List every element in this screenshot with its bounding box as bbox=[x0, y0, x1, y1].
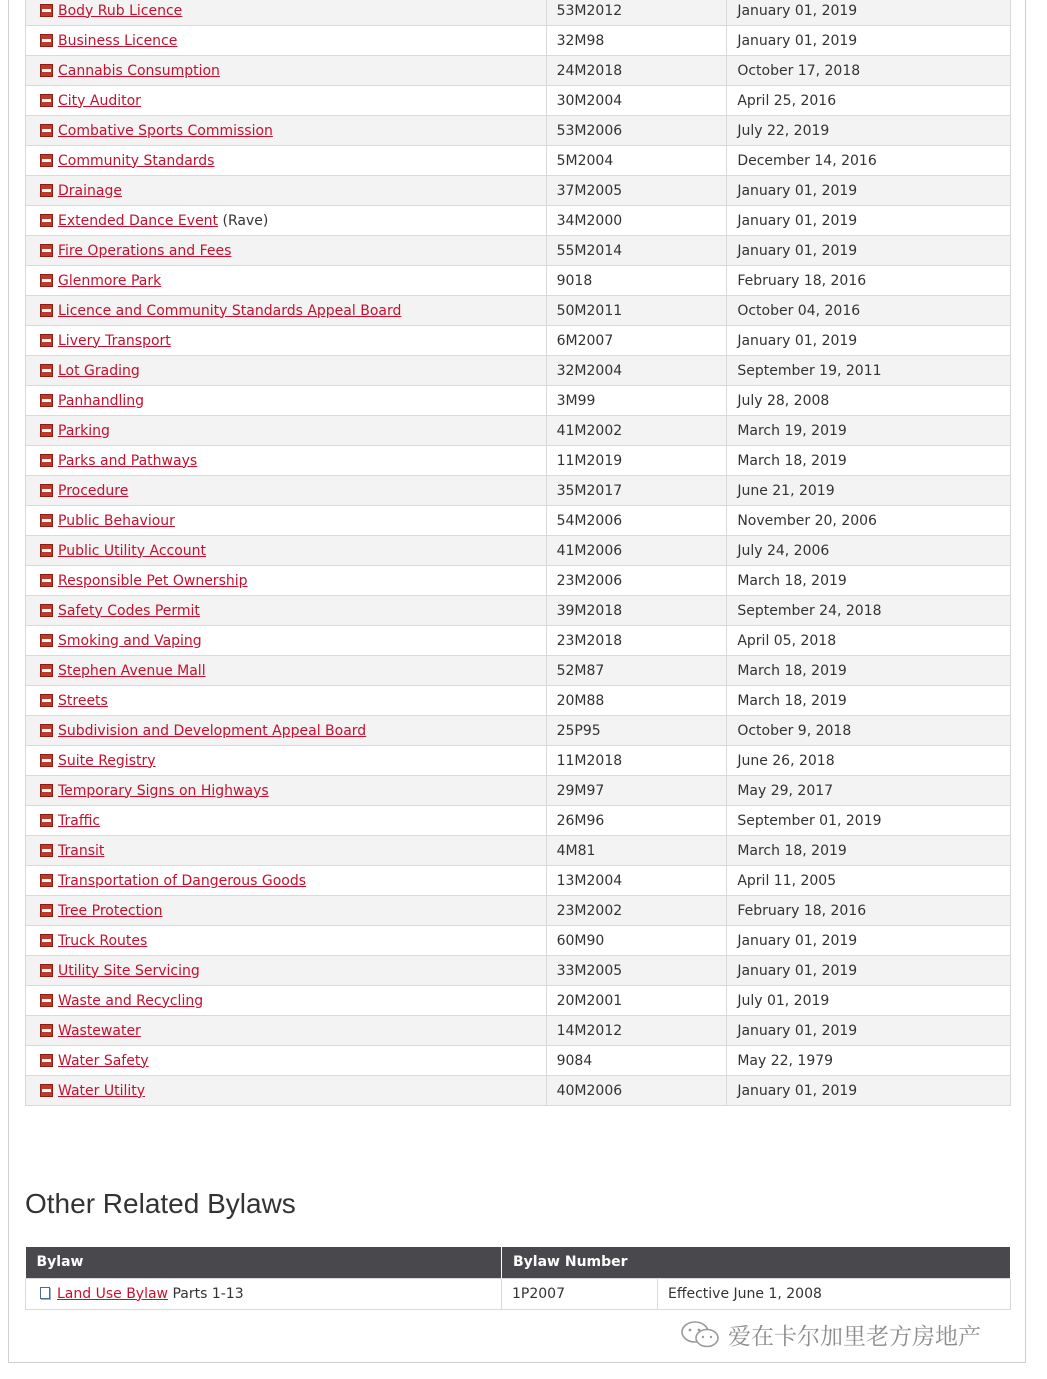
bylaw-number-cell: 53M2012 bbox=[546, 0, 727, 26]
pdf-icon bbox=[40, 124, 53, 137]
bylaw-name-cell bbox=[26, 326, 547, 356]
bylaw-date-cell: September 19, 2011 bbox=[727, 356, 1011, 386]
table-row bbox=[26, 326, 1011, 356]
table-row bbox=[26, 716, 1011, 746]
bylaw-link[interactable]: Subdivision and Development Appeal Board bbox=[58, 722, 367, 739]
pdf-icon bbox=[40, 154, 53, 167]
bylaw-name-cell bbox=[26, 926, 547, 956]
pdf-icon bbox=[40, 394, 53, 407]
bylaw-name-cell bbox=[26, 1046, 547, 1076]
table-row bbox=[26, 176, 1011, 206]
bylaw-name-cell bbox=[26, 266, 547, 296]
watermark-text: 爱在卡尔加里老方房地产 bbox=[728, 1324, 981, 1350]
bylaw-number-cell: 50M2011 bbox=[546, 296, 727, 326]
document-icon bbox=[40, 1287, 50, 1299]
table-row bbox=[26, 866, 1011, 896]
bylaw-link[interactable]: Procedure bbox=[58, 482, 129, 499]
bylaw-number-cell: 52M87 bbox=[546, 656, 727, 686]
bylaw-link[interactable]: Livery Transport bbox=[58, 332, 171, 349]
table-row bbox=[26, 656, 1011, 686]
bylaw-link[interactable]: Lot Grading bbox=[58, 362, 140, 379]
pdf-icon bbox=[40, 304, 53, 317]
pdf-icon bbox=[40, 694, 53, 707]
bylaw-number-cell: 20M88 bbox=[546, 686, 727, 716]
bylaw-link[interactable]: Tree Protection bbox=[58, 902, 163, 919]
bylaw-number-cell: 53M2006 bbox=[546, 116, 727, 146]
table-row bbox=[26, 266, 1011, 296]
bylaw-link[interactable]: Combative Sports Commission bbox=[58, 122, 273, 139]
pdf-icon bbox=[40, 214, 53, 227]
bylaw-link[interactable]: Water Utility bbox=[58, 1082, 146, 1099]
bylaw-name-cell bbox=[26, 566, 547, 596]
bylaw-date-cell: July 22, 2019 bbox=[727, 116, 1011, 146]
bylaw-link[interactable]: Fire Operations and Fees bbox=[58, 242, 232, 259]
bylaw-link[interactable]: Safety Codes Permit bbox=[58, 602, 200, 619]
bylaw-number-cell: 5M2004 bbox=[546, 146, 727, 176]
bylaw-link[interactable]: Community Standards bbox=[58, 152, 215, 169]
bylaw-date-cell: September 24, 2018 bbox=[727, 596, 1011, 626]
bylaw-date-cell: February 18, 2016 bbox=[727, 266, 1011, 296]
bylaw-name-cell bbox=[26, 836, 547, 866]
bylaw-link[interactable]: Panhandling bbox=[58, 392, 145, 409]
bylaw-number-cell: 4M81 bbox=[546, 836, 727, 866]
bylaw-link[interactable]: Responsible Pet Ownership bbox=[58, 572, 248, 589]
bylaw-name-cell bbox=[26, 116, 547, 146]
table-row bbox=[26, 596, 1011, 626]
bylaw-link[interactable]: Water Safety bbox=[58, 1052, 149, 1069]
bylaw-name-cell bbox=[26, 296, 547, 326]
bylaw-number-cell: 55M2014 bbox=[546, 236, 727, 266]
bylaw-number-cell: 26M96 bbox=[546, 806, 727, 836]
bylaw-date-cell: November 20, 2006 bbox=[727, 506, 1011, 536]
bylaw-name-cell bbox=[26, 746, 547, 776]
bylaw-date-cell: March 19, 2019 bbox=[727, 416, 1011, 446]
bylaw-date-cell: June 26, 2018 bbox=[727, 746, 1011, 776]
bylaw-name-cell bbox=[26, 896, 547, 926]
table-row bbox=[26, 356, 1011, 386]
pdf-icon bbox=[40, 904, 53, 917]
table-row bbox=[26, 956, 1011, 986]
table-row bbox=[26, 926, 1011, 956]
pdf-icon bbox=[40, 574, 53, 587]
pdf-icon bbox=[40, 754, 53, 767]
bylaw-date-cell: March 18, 2019 bbox=[727, 656, 1011, 686]
table-row bbox=[26, 626, 1011, 656]
pdf-icon bbox=[40, 64, 53, 77]
bylaw-number-cell: 30M2004 bbox=[546, 86, 727, 116]
bylaw-link[interactable]: Public Utility Account bbox=[58, 542, 207, 559]
bylaw-date-cell: January 01, 2019 bbox=[727, 206, 1011, 236]
bylaw-name-cell bbox=[26, 776, 547, 806]
pdf-icon bbox=[40, 994, 53, 1007]
bylaw-number-cell: 11M2019 bbox=[546, 446, 727, 476]
pdf-icon bbox=[40, 94, 53, 107]
bylaw-name-cell bbox=[26, 416, 547, 446]
bylaw-name-cell bbox=[26, 446, 547, 476]
pdf-icon bbox=[40, 784, 53, 797]
pdf-icon bbox=[40, 604, 53, 617]
bylaw-name-cell bbox=[26, 596, 547, 626]
bylaw-date-cell: March 18, 2019 bbox=[727, 566, 1011, 596]
bylaw-number-cell: 23M2018 bbox=[546, 626, 727, 656]
pdf-icon bbox=[40, 274, 53, 287]
bylaw-date-cell: January 01, 2019 bbox=[727, 26, 1011, 56]
table-row bbox=[26, 896, 1011, 926]
bylaw-date-cell: July 24, 2006 bbox=[727, 536, 1011, 566]
bylaw-link[interactable]: Body Rub Licence bbox=[58, 2, 183, 19]
bylaw-link[interactable]: Stephen Avenue Mall bbox=[58, 662, 206, 679]
bylaw-name-cell bbox=[26, 86, 547, 116]
bylaw-number-cell: 20M2001 bbox=[546, 986, 727, 1016]
bylaw-date-cell: October 04, 2016 bbox=[727, 296, 1011, 326]
bylaw-link[interactable]: Public Behaviour bbox=[58, 512, 175, 529]
pdf-icon bbox=[40, 1084, 53, 1097]
bylaw-number-cell: 32M2004 bbox=[546, 356, 727, 386]
bylaw-number-cell: 13M2004 bbox=[546, 866, 727, 896]
bylaw-name-cell bbox=[26, 686, 547, 716]
bylaw-link[interactable]: Temporary Signs on Highways bbox=[58, 782, 269, 799]
pdf-icon bbox=[40, 724, 53, 737]
bylaw-date-cell: July 28, 2008 bbox=[727, 386, 1011, 416]
bylaw-link[interactable]: Suite Registry bbox=[58, 752, 156, 769]
table-row bbox=[26, 776, 1011, 806]
bylaw-number-cell: 37M2005 bbox=[546, 176, 727, 206]
pdf-icon bbox=[40, 484, 53, 497]
bylaw-number-cell: 9084 bbox=[546, 1046, 727, 1076]
bylaw-number-cell: 32M98 bbox=[546, 26, 727, 56]
table-row bbox=[26, 146, 1011, 176]
bylaw-date-cell: March 18, 2019 bbox=[727, 836, 1011, 866]
section-heading: Other Related Bylaws bbox=[25, 1188, 296, 1219]
bylaw-date-cell: April 25, 2016 bbox=[727, 86, 1011, 116]
bylaw-number-cell: 23M2006 bbox=[546, 566, 727, 596]
bylaw-date-cell: January 01, 2019 bbox=[727, 926, 1011, 956]
bylaw-date-cell: September 01, 2019 bbox=[727, 806, 1011, 836]
bylaw-link[interactable]: Glenmore Park bbox=[58, 272, 162, 289]
bylaw-number-cell: 41M2002 bbox=[546, 416, 727, 446]
pdf-icon bbox=[40, 364, 53, 377]
bylaw-link[interactable]: Truck Routes bbox=[58, 932, 148, 949]
bylaw-name-cell bbox=[26, 26, 547, 56]
wechat-icon bbox=[680, 1319, 722, 1351]
bylaw-table bbox=[25, 0, 1011, 1106]
bylaw-link[interactable]: Drainage bbox=[58, 182, 122, 199]
table-row bbox=[26, 1016, 1011, 1046]
bylaw-date-cell: July 01, 2019 bbox=[727, 986, 1011, 1016]
bylaw-date-cell: March 18, 2019 bbox=[727, 446, 1011, 476]
bylaw-date-cell: May 29, 2017 bbox=[727, 776, 1011, 806]
related-bylaw-link[interactable]: Land Use Bylaw bbox=[57, 1285, 169, 1302]
table-row bbox=[26, 1046, 1011, 1076]
table-row bbox=[26, 296, 1011, 326]
table-row bbox=[26, 686, 1011, 716]
bylaw-number-cell: 14M2012 bbox=[546, 1016, 727, 1046]
table-row bbox=[26, 56, 1011, 86]
bylaw-link[interactable]: Parking bbox=[58, 422, 110, 439]
bylaw-name-cell bbox=[26, 716, 547, 746]
bylaw-name-cell bbox=[26, 506, 547, 536]
bylaw-name-cell bbox=[26, 866, 547, 896]
pdf-icon bbox=[40, 4, 53, 17]
table-row bbox=[26, 476, 1011, 506]
table-header-row bbox=[26, 1247, 1011, 1278]
table-row bbox=[26, 806, 1011, 836]
bylaw-number-cell: 25P95 bbox=[546, 716, 727, 746]
bylaw-name-cell bbox=[26, 476, 547, 506]
bylaw-number-cell: 34M2000 bbox=[546, 206, 727, 236]
watermark bbox=[680, 1318, 981, 1351]
bylaw-date-cell: October 9, 2018 bbox=[727, 716, 1011, 746]
bylaw-name-cell bbox=[26, 536, 547, 566]
bylaw-number-cell: 35M2017 bbox=[546, 476, 727, 506]
bylaw-name-cell bbox=[26, 236, 547, 266]
pdf-icon bbox=[40, 844, 53, 857]
bylaw-date-cell: January 01, 2019 bbox=[727, 1076, 1011, 1106]
related-effective-cell: Effective June 1, 2008 bbox=[658, 1278, 1011, 1309]
bylaw-link[interactable]: Traffic bbox=[58, 812, 101, 829]
bylaw-link[interactable]: City Auditor bbox=[58, 92, 141, 109]
table-row bbox=[26, 506, 1011, 536]
pdf-icon bbox=[40, 544, 53, 557]
bylaw-name-cell bbox=[26, 386, 547, 416]
pdf-icon bbox=[40, 184, 53, 197]
bylaw-link[interactable]: Licence and Community Standards Appeal Board bbox=[58, 302, 402, 319]
bylaw-name-cell bbox=[26, 356, 547, 386]
bylaw-name-cell bbox=[26, 1016, 547, 1046]
bylaw-name-cell bbox=[26, 56, 547, 86]
bylaw-date-cell: January 01, 2019 bbox=[727, 236, 1011, 266]
bylaw-date-cell: April 11, 2005 bbox=[727, 866, 1011, 896]
pdf-icon bbox=[40, 634, 53, 647]
bylaw-date-cell: March 18, 2019 bbox=[727, 686, 1011, 716]
bylaw-number-cell: 3M99 bbox=[546, 386, 727, 416]
table-row bbox=[26, 566, 1011, 596]
table-row bbox=[26, 536, 1011, 566]
table-row bbox=[26, 26, 1011, 56]
bylaw-date-cell: December 14, 2016 bbox=[727, 146, 1011, 176]
bylaw-number-cell: 29M97 bbox=[546, 776, 727, 806]
pdf-icon bbox=[40, 334, 53, 347]
bylaw-link[interactable]: Utility Site Servicing bbox=[58, 962, 200, 979]
bylaw-date-cell: June 21, 2019 bbox=[727, 476, 1011, 506]
bylaw-name-cell bbox=[26, 656, 547, 686]
bylaw-number-cell: 60M90 bbox=[546, 926, 727, 956]
table-row bbox=[26, 746, 1011, 776]
pdf-icon bbox=[40, 514, 53, 527]
bylaw-number-cell: 33M2005 bbox=[546, 956, 727, 986]
pdf-icon bbox=[40, 964, 53, 977]
pdf-icon bbox=[40, 454, 53, 467]
pdf-icon bbox=[40, 34, 53, 47]
related-bylaw-suffix: Parts 1-13 bbox=[168, 1285, 244, 1302]
bylaw-link[interactable]: Cannabis Consumption bbox=[58, 62, 220, 79]
bylaw-date-cell: April 05, 2018 bbox=[727, 626, 1011, 656]
table-row bbox=[26, 116, 1011, 146]
bylaw-link[interactable]: Business Licence bbox=[58, 32, 178, 49]
bylaw-link[interactable]: Transportation of Dangerous Goods bbox=[58, 872, 307, 889]
pdf-icon bbox=[40, 1054, 53, 1067]
bylaw-link[interactable]: Extended Dance Event bbox=[58, 212, 219, 229]
bylaw-name-cell bbox=[26, 176, 547, 206]
table-row bbox=[26, 86, 1011, 116]
pdf-icon bbox=[40, 664, 53, 677]
pdf-icon bbox=[40, 424, 53, 437]
bylaw-date-cell: January 01, 2019 bbox=[727, 326, 1011, 356]
bylaw-number-cell: 6M2007 bbox=[546, 326, 727, 356]
bylaw-link[interactable]: Transit bbox=[58, 842, 105, 859]
bylaw-name-cell bbox=[26, 626, 547, 656]
table-row bbox=[26, 206, 1011, 236]
bylaw-number-cell: 23M2002 bbox=[546, 896, 727, 926]
table-row bbox=[26, 0, 1011, 26]
table-row bbox=[26, 446, 1011, 476]
related-bylaw-cell bbox=[26, 1278, 502, 1309]
bylaw-number-cell: 11M2018 bbox=[546, 746, 727, 776]
bylaw-link[interactable]: Parks and Pathways bbox=[58, 452, 198, 469]
bylaw-number-cell: 9018 bbox=[546, 266, 727, 296]
pdf-icon bbox=[40, 1024, 53, 1037]
table-row bbox=[26, 836, 1011, 866]
pdf-icon bbox=[40, 814, 53, 827]
table-row bbox=[26, 236, 1011, 266]
bylaw-link[interactable]: Streets bbox=[58, 692, 108, 709]
bylaw-link[interactable]: Wastewater bbox=[58, 1022, 141, 1039]
bylaw-date-cell: January 01, 2019 bbox=[727, 1016, 1011, 1046]
column-header-bylaw: Bylaw bbox=[26, 1247, 502, 1278]
bylaw-name-cell bbox=[26, 146, 547, 176]
bylaw-number-cell: 40M2006 bbox=[546, 1076, 727, 1106]
table-row bbox=[26, 386, 1011, 416]
bylaw-name-cell bbox=[26, 956, 547, 986]
table-row bbox=[26, 1278, 1011, 1309]
pdf-icon bbox=[40, 934, 53, 947]
bylaw-date-cell: January 01, 2019 bbox=[727, 176, 1011, 206]
table-row bbox=[26, 416, 1011, 446]
bylaw-name-cell bbox=[26, 0, 547, 26]
related-number-cell: 1P2007 bbox=[502, 1278, 658, 1309]
related-bylaws-table bbox=[25, 1247, 1011, 1310]
bylaw-name-suffix: (Rave) bbox=[218, 212, 269, 229]
bylaw-number-cell: 41M2006 bbox=[546, 536, 727, 566]
bylaw-date-cell: May 22, 1979 bbox=[727, 1046, 1011, 1076]
bylaw-date-cell: January 01, 2019 bbox=[727, 956, 1011, 986]
bylaw-name-cell bbox=[26, 1076, 547, 1106]
bylaw-name-cell bbox=[26, 986, 547, 1016]
column-header-bylaw-number: Bylaw Number bbox=[502, 1247, 1011, 1278]
bylaw-number-cell: 54M2006 bbox=[546, 506, 727, 536]
bylaw-date-cell: October 17, 2018 bbox=[727, 56, 1011, 86]
bylaw-number-cell: 39M2018 bbox=[546, 596, 727, 626]
bylaw-number-cell: 24M2018 bbox=[546, 56, 727, 86]
bylaw-link[interactable]: Smoking and Vaping bbox=[58, 632, 202, 649]
table-row bbox=[26, 986, 1011, 1016]
bylaw-date-cell: January 01, 2019 bbox=[727, 0, 1011, 26]
table-row bbox=[26, 1076, 1011, 1106]
bylaw-name-cell bbox=[26, 206, 547, 236]
bylaw-date-cell: February 18, 2016 bbox=[727, 896, 1011, 926]
pdf-icon bbox=[40, 874, 53, 887]
bylaw-name-cell bbox=[26, 806, 547, 836]
pdf-icon bbox=[40, 244, 53, 257]
bylaw-link[interactable]: Waste and Recycling bbox=[58, 992, 204, 1009]
